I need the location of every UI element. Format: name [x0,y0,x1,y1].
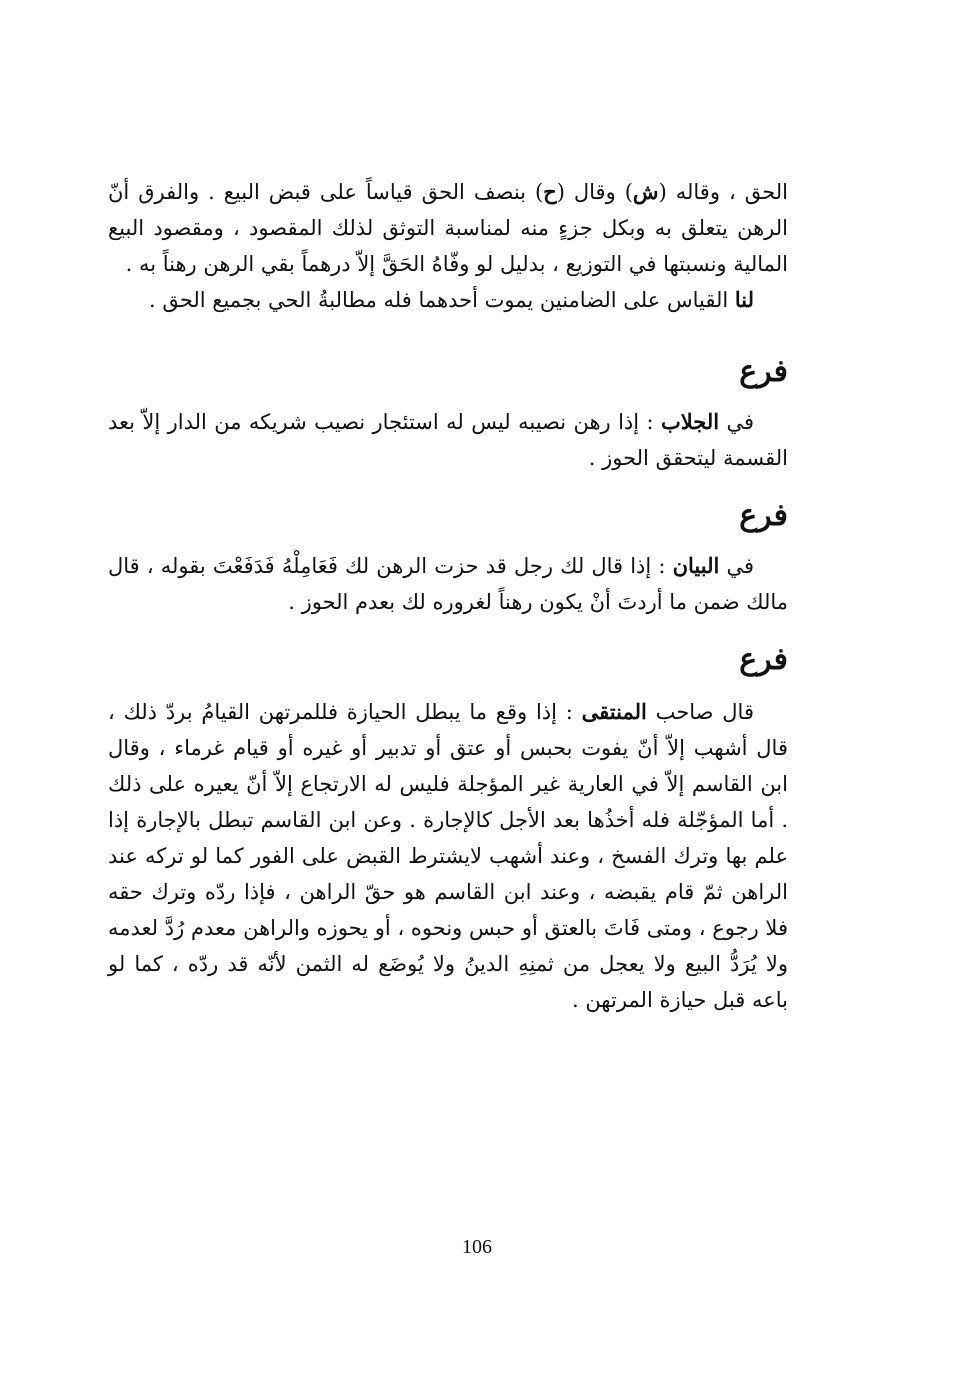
abbrev-ha: ح [543,179,557,204]
paragraph-rahn-distinction: الحق ، وقاله (ش) وقال (ح) بنصف الحق قياساً على قبض البيع . والفرق أنّ الرهن يتعلق به وبكل جزءٍ منه لمناسبة التوثق لذلك المقصود ، ومقصود البيع المالية ونسبتها في التوزيع ، بدليل لو وفّاهُ الحَقَّ إلاّ درهماً بقي الرهن رهناً به . [108,179,789,276]
section-muntaqa [108,694,788,1018]
paragraph-bayan: في البيان : إذا قال لك رجل قد حزت الرهن لك فَعَامِلْهُ فَدَفَعْتَ بقوله ، قال مالك ضمن ما أردتَ أنْ يكون رهناً لغروره لك بعدم الحوز . [108,553,788,614]
source-jallab: الجلاب [660,409,720,434]
paragraph-lana: لنا القياس على الضامنين يموت أحدهما فله مطالبةُ الحي بجميع الحق . [148,287,754,312]
section-rahn-comparison [108,174,788,318]
page-number: 106 [462,1236,492,1258]
paragraph-muntaqa: قال صاحب المنتقى : إذا وقع ما يبطل الحيازة فللمرتهن القيامُ بردّ ذلك ، قال أشهب إلاّ أنّ يفوت بحبس أو عتق أو تدبير أو غيره أو قيام غرماء ، وقال ابن القاسم إلاّ في العارية غير المؤجلة فليس له الارتجاع إلاّ أنّ يعيره على ذلك . أما المؤجّلة فله أخذُها بعد الأجل كالإجارة . وعن ابن القاسم تبطل بالإجارة إذا علم بها وترك الفسخ ، وعند أشهب لايشترط القبض على الفور كما لو تركه عند الراهن ثمّ قام يقبضه ، وعند ابن القاسم هو حقّ الراهن ، فإذا ردّه وترك حقه فلا رجوع ، ومتى فَاتَ بالعتق أو حبس ونحوه ، أو يحوزه والراهن معدم رُدَّ لعدمه ولا يُرَدُّ البيع ولا يعجل من ثمنِهِ الدينُ ولا يُوضَع له الثمن لأنّه قد ردّه ، كما لو باعه قبل حيازة المرتهن . [108,699,788,1012]
heading-far-1: فرع [739,354,788,389]
abbrev-shin: ش [632,179,659,204]
heading-far-2: فرع [739,498,788,533]
source-bayan: البيان [672,553,720,578]
source-muntaqa: المنتقى [581,699,647,724]
section-jallab [108,404,788,476]
paragraph-jallab: في الجلاب : إذا رهن نصيبه ليس له استئجار نصيب شريكه من الدار إلاّ بعد القسمة ليتحقق الحوز . [108,409,788,470]
lana-label: لنا [734,287,754,312]
section-bayan [108,548,788,620]
heading-far-3: فرع [739,642,788,677]
